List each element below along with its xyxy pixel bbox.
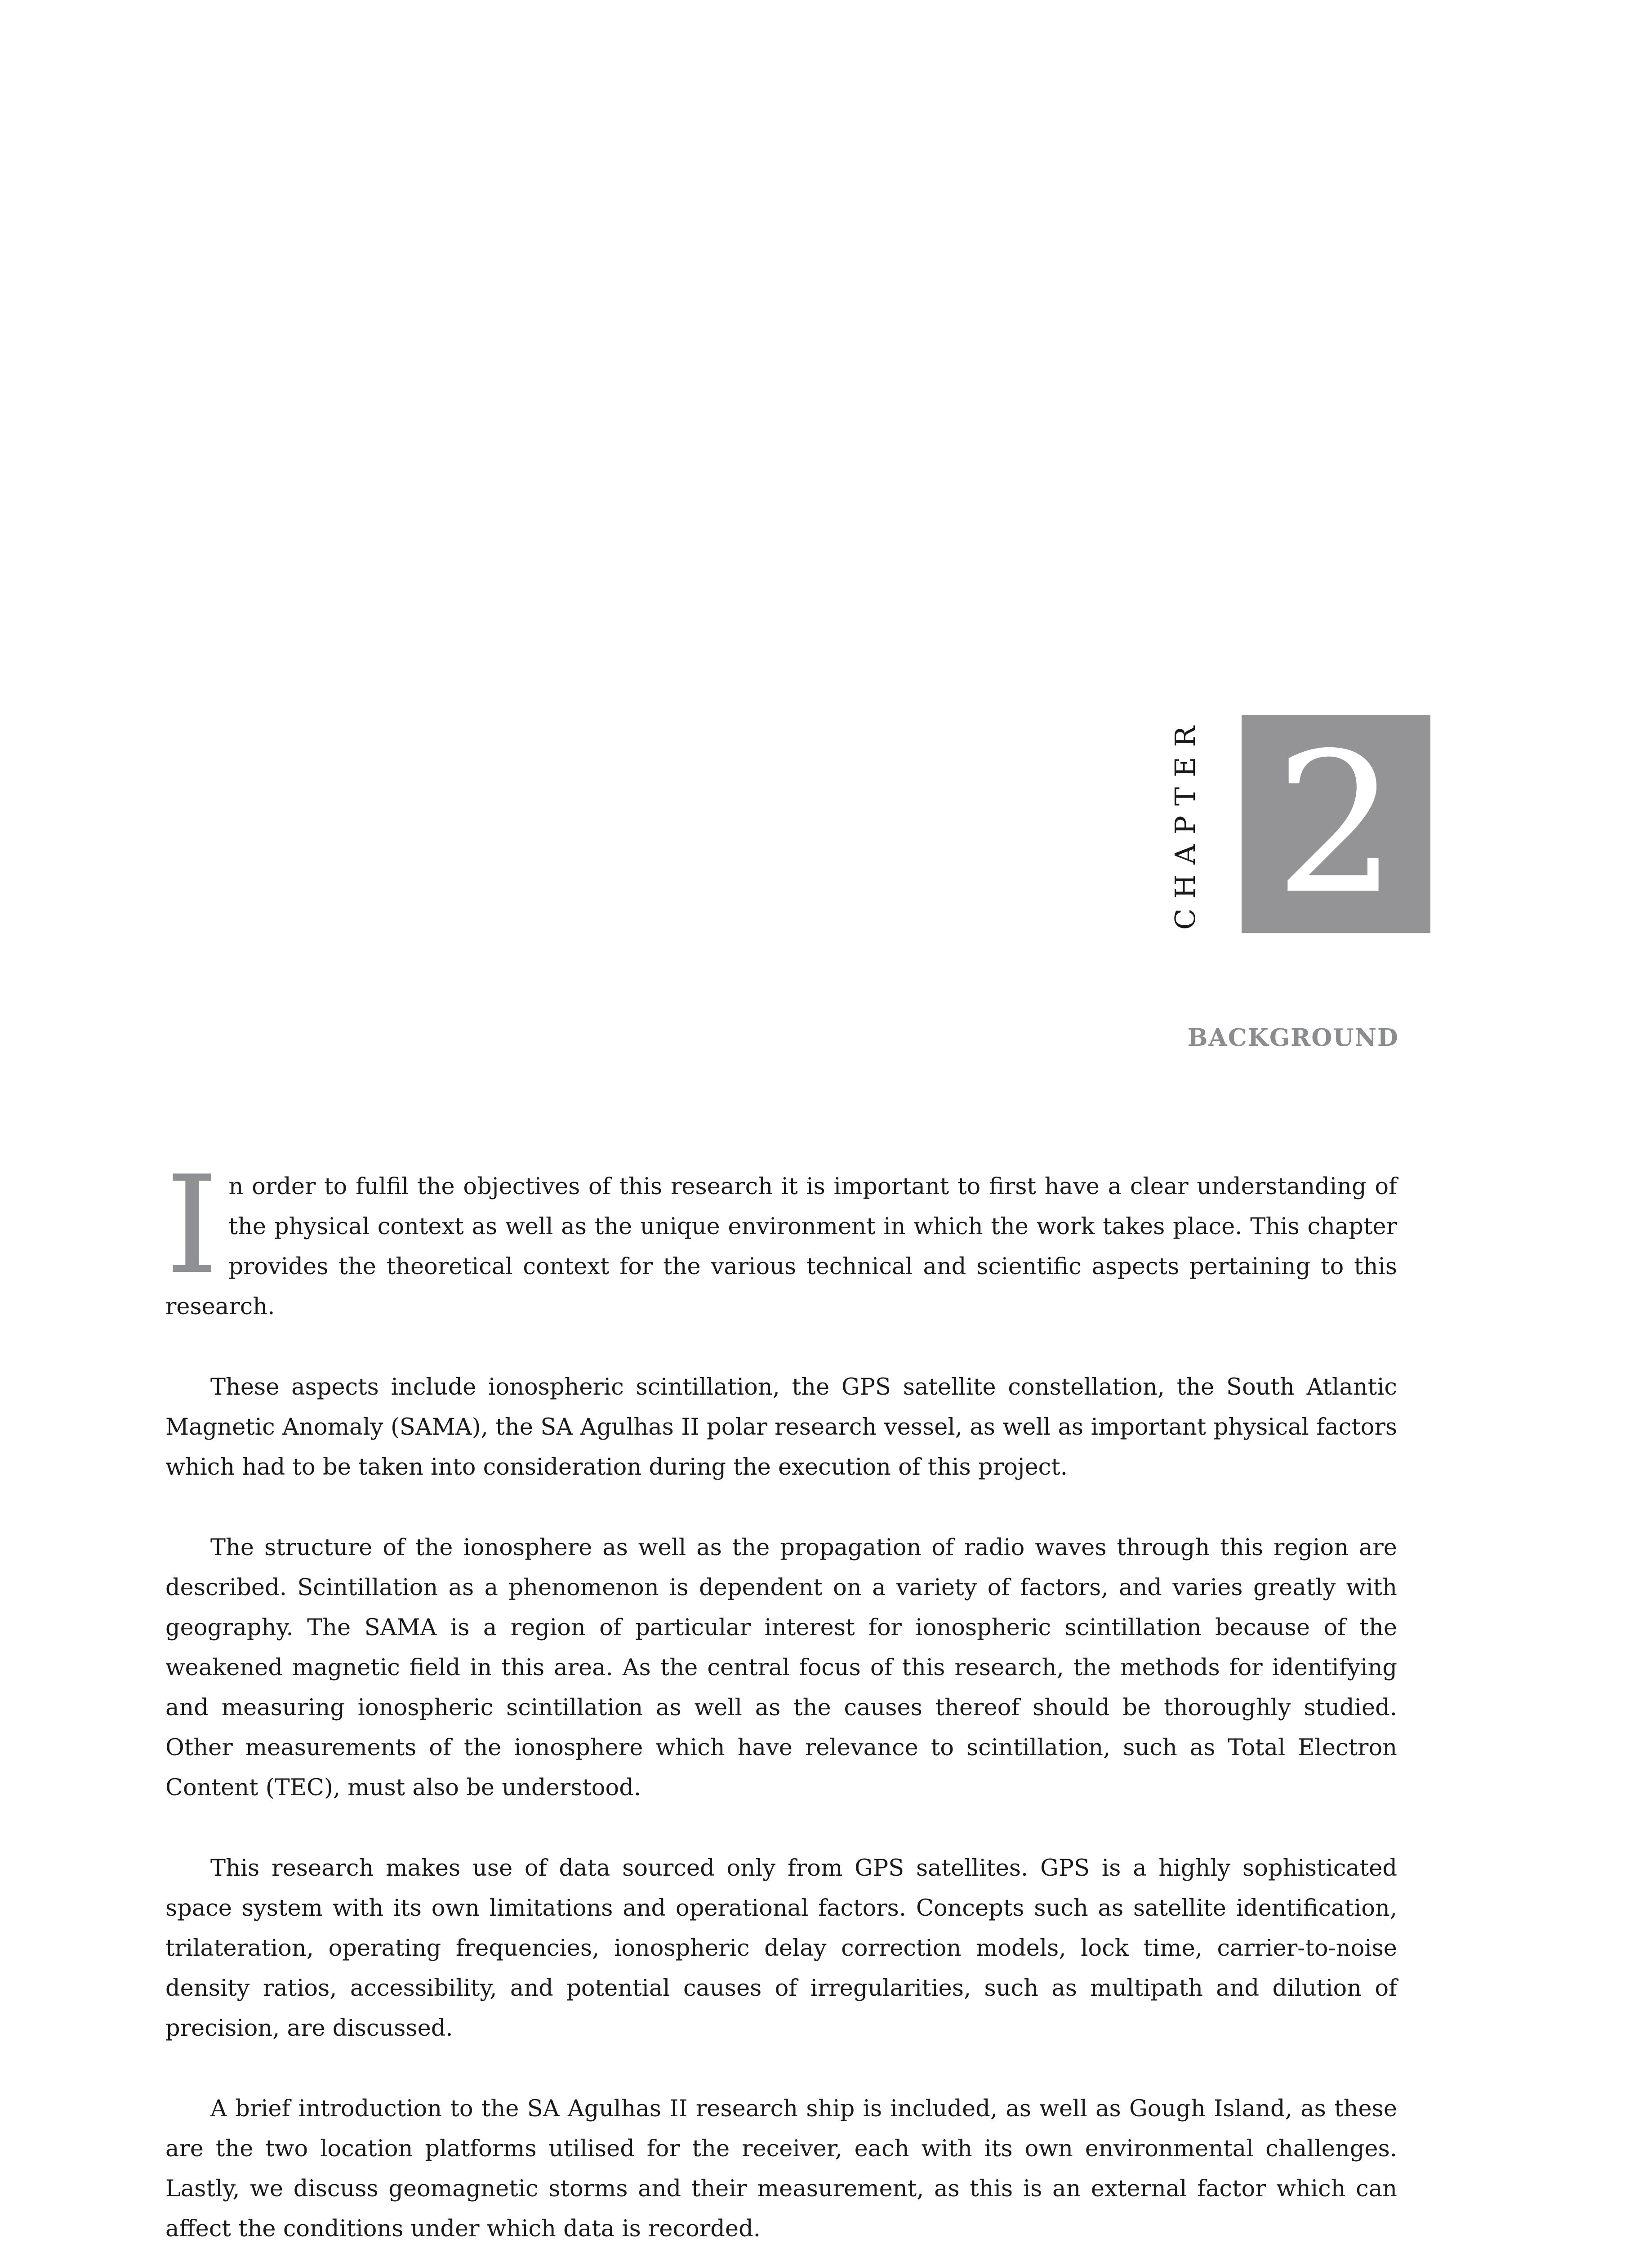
paragraph-2: These aspects include ionospheric scintillation, the GPS satellite constellation, the South Atlantic Magnetic Anomaly (SAMA), the SA Agulhas II polar research vessel, as well as important physical factors which had to be taken into consideration during the execution of this project. xyxy=(165,1374,1397,1481)
body-text xyxy=(165,1147,1397,2248)
chapter-label-text: CHAPTER xyxy=(1169,716,1202,930)
paragraph-1 xyxy=(165,1147,1397,1327)
paragraph-3: The structure of the ionosphere as well as the propagation of radio waves through this region are described. Scintillation as a phenomenon is dependent on a variety of factors, and varies greatly with geography. The SAMA is a region of particular interest for ionospheric scintillation because of the weakened magnetic field in this area. As the central focus of this research, the methods for identifying and measuring ionospheric scintillation as well as the causes thereof should be thoroughly studied. Other measurements of the ionosphere which have relevance to scintillation, such as Total Electron Content (TEC), must also be understood. xyxy=(165,1534,1397,1801)
paragraph-4: This research makes use of data sourced only from GPS satellites. GPS is a highly sophisticated space system with its own limitations and operational factors. Concepts such as satellite identification, trilateration, operating frequencies, ionospheric delay correction models, lock time, carrier-to-noise density ratios, accessibility, and potential causes of irregularities, such as multipath and dilution of precision, are discussed. xyxy=(165,1855,1397,2042)
chapter-label xyxy=(1161,710,1210,935)
chapter-title: background xyxy=(1187,1014,1399,1054)
paragraph-5: A brief introduction to the SA Agulhas II research ship is included, as well as Gough Island, as these are the two location platforms utilised for the receiver, each with its own environmental challenges. Lastly, we discuss geomagnetic storms and their measurement, as this is an external factor which can affect the conditions under which data is recorded. xyxy=(165,2096,1397,2242)
paragraph-1-text: n order to fulfil the objectives of this research it is important to first have a clear understanding of the physical context as well as the unique environment in which the work takes place. This chapter provides the theoretical context for the various technical and scientific aspects pertaining to this research. xyxy=(165,1173,1397,1320)
chapter-number: 2 xyxy=(1274,711,1398,937)
drop-cap: I xyxy=(165,1147,219,1304)
chapter-number-box xyxy=(1242,711,1430,937)
